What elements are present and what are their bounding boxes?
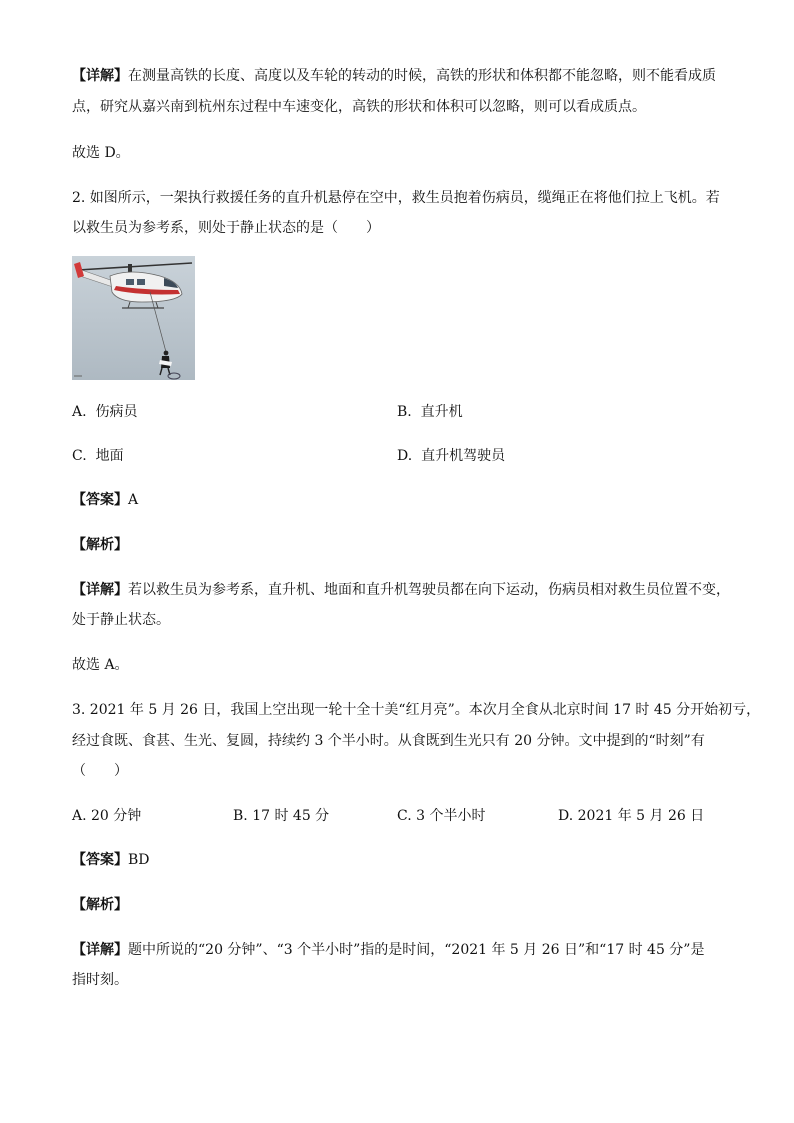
q2-stem-line1: 2. 如图所示，一架执行救援任务的直升机悬停在空中，救生员抱着伤病员，缆绳正在将他们拉上飞机。若 [72,190,720,206]
q3-option-c: C. 3 个半小时 [397,808,486,824]
q3-answer: 【答案】BD [72,852,150,868]
q2-option-c: C. 地面 [72,448,124,464]
q2-answer: 【答案】A [72,492,139,508]
q3-option-d: D. 2021 年 5 月 26 日 [558,808,705,824]
q3-stem-line1: 3. 2021 年 5 月 26 日，我国上空出现一轮十全十美“红月亮”。本次月全食从北京时间 17 时 45 分开始初亏， [72,702,761,718]
q1-conclusion: 故选 D。 [72,145,130,161]
q2-detail-line1: 【详解】若以救生员为参考系，直升机、地面和直升机驾驶员都在向下运动，伤病员相对救生员位置不变， [72,582,730,598]
q2-detail-line2: 处于静止状态。 [72,612,170,628]
q1-detail-line1: 【详解】在测量高铁的长度、高度以及车轮的转动的时候，高铁的形状和体积都不能忽略，则不能看成质 [72,68,716,84]
q2-option-b: B. 直升机 [397,404,463,420]
q3-option-b: B. 17 时 45 分 [233,808,330,824]
q3-detail-line2: 指时刻。 [72,972,128,988]
q2-option-d: D. 直升机驾驶员 [397,448,506,464]
helicopter-rescue-photo [72,256,195,380]
q3-stem-line2: 经过食既、食甚、生光、复圆，持续约 3 个半小时。从食既到生光只有 20 分钟。文中提到的“时刻”有 [72,733,705,749]
q3-option-a: A. 20 分钟 [72,808,142,824]
q3-stem-line3: （ ） [72,763,128,779]
q2-stem-line2: 以救生员为参考系，则处于静止状态的是（ ） [72,220,380,236]
q2-option-a: A. 伤病员 [72,404,138,420]
q2-analysis-tag: 【解析】 [72,537,128,553]
q2-conclusion: 故选 A。 [72,657,129,673]
q3-detail-line1: 【详解】题中所说的“20 分钟”、“3 个半小时”指的是时间，“2021 年 5 月 26 日”和“17 时 45 分”是 [72,942,705,958]
q1-detail-line2: 点，研究从嘉兴南到杭州东过程中车速变化，高铁的形状和体积可以忽略，则可以看成质点。 [72,99,646,115]
q3-analysis-tag: 【解析】 [72,897,128,913]
q1-detail-tag: 【详解】 [72,68,128,84]
